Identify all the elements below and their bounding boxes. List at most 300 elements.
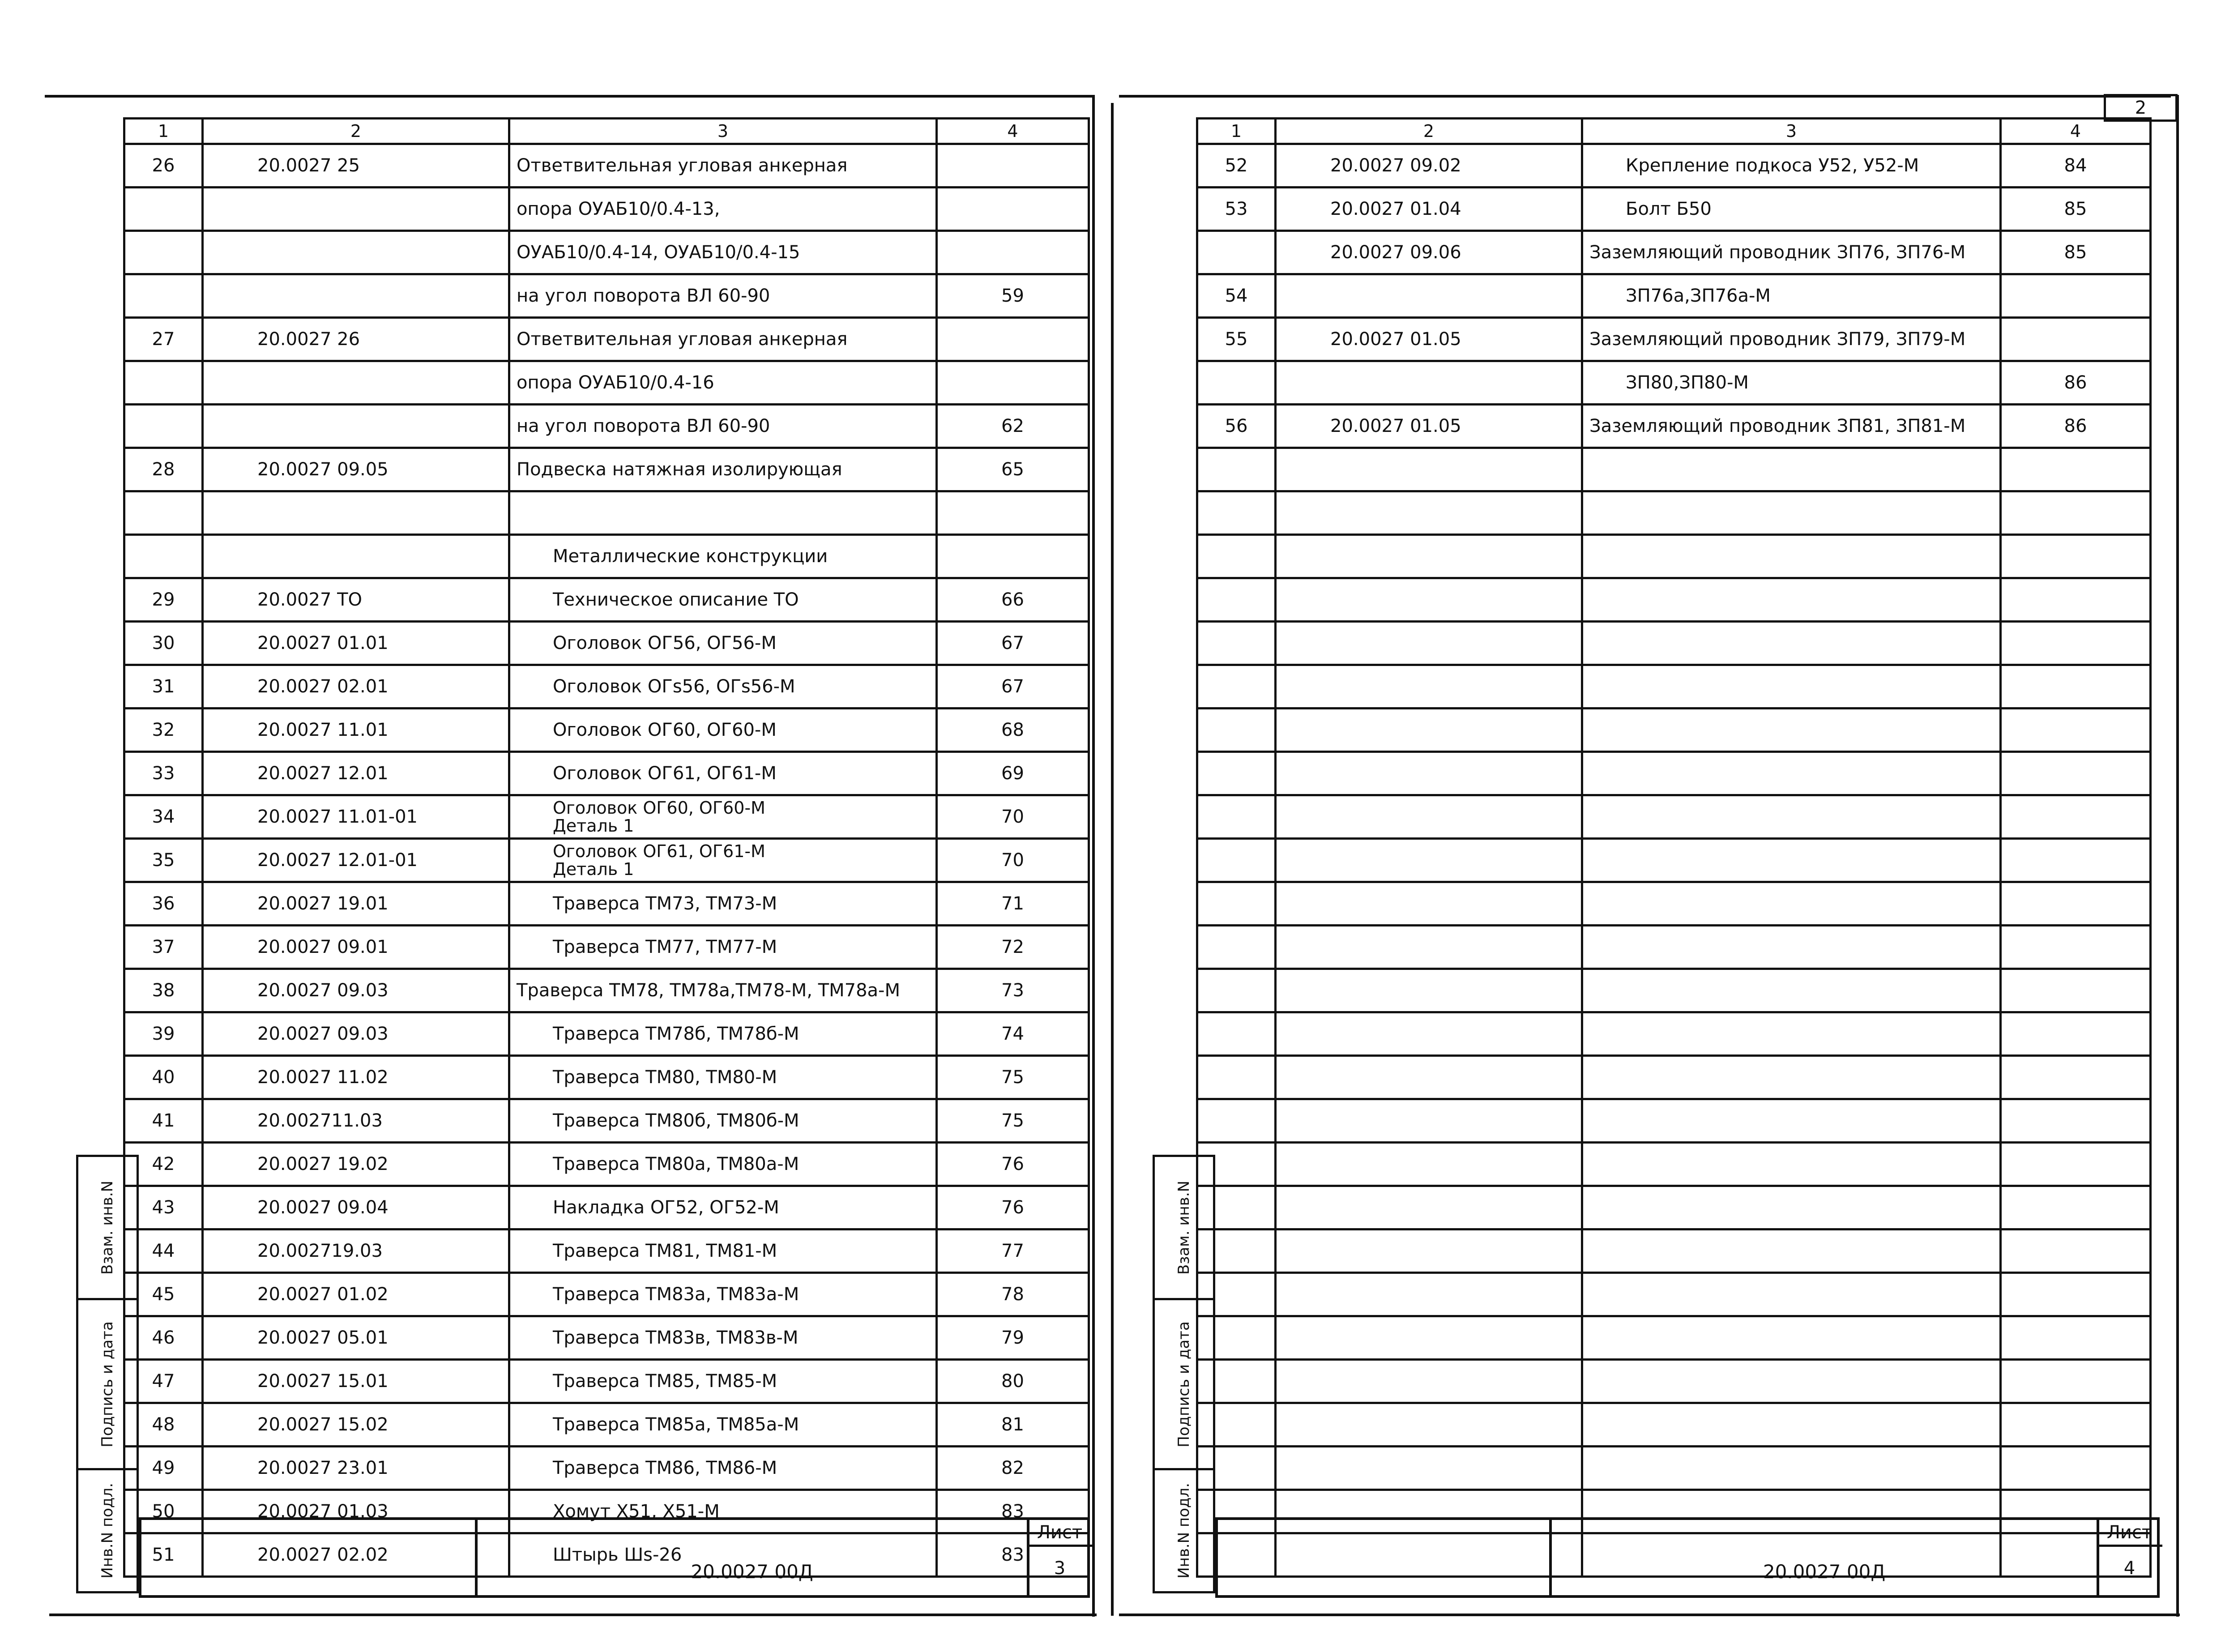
row-number: 54 [1197, 274, 1276, 318]
row-number: 52 [1197, 144, 1276, 188]
table-row [124, 1099, 1089, 1143]
empty-cell [2001, 926, 2151, 969]
doc-title [509, 448, 937, 491]
doc-title-line: Траверса ТМ85а, ТМ85а-М [553, 1414, 799, 1435]
doc-title [509, 709, 937, 752]
table-row [124, 1360, 1089, 1403]
doc-title-line: Траверса ТМ86, ТМ86-М [553, 1458, 777, 1478]
row-number: 56 [1197, 405, 1276, 448]
empty-cell [1582, 578, 2001, 622]
empty-cell [1276, 1403, 1582, 1447]
row-number: 43 [124, 1186, 203, 1229]
page-number: 81 [937, 1403, 1089, 1447]
empty-cell [2001, 709, 2151, 752]
row-number: 41 [124, 1099, 203, 1143]
empty-cell [1582, 839, 2001, 882]
doc-title-line: Траверса ТМ83а, ТМ83а-М [553, 1284, 799, 1305]
doc-code: 20.0027 09.02 [1276, 144, 1582, 188]
left-side-strip [76, 1155, 139, 1593]
empty-cell [2001, 1186, 2151, 1229]
left-title-block [139, 1517, 1090, 1598]
empty-cell [1582, 1316, 2001, 1360]
empty-cell [2001, 1012, 2151, 1056]
doc-code [203, 231, 509, 274]
doc-title [1582, 274, 2001, 318]
page-number: 59 [937, 274, 1089, 318]
page-number: 70 [937, 839, 1089, 882]
doc-title [509, 318, 937, 361]
empty-row [1197, 1229, 2151, 1273]
table-row [124, 665, 1089, 709]
empty-cell [1582, 709, 2001, 752]
left-top-edge [45, 95, 1092, 98]
empty-cell [1276, 839, 1582, 882]
doc-title-line: Заземляющий проводник ЗП81, ЗП81-М [1589, 416, 1966, 436]
column-header: 1 [1197, 119, 1276, 144]
empty-cell [2001, 1360, 2151, 1403]
page-number: 69 [937, 752, 1089, 795]
page-number: 70 [937, 795, 1089, 839]
empty-cell [1276, 795, 1582, 839]
row-number: 44 [124, 1229, 203, 1273]
doc-title [1582, 231, 2001, 274]
page-number: 71 [937, 882, 1089, 926]
table-row [1197, 318, 2151, 361]
empty-cell [1582, 1403, 2001, 1447]
empty-row [1197, 448, 2151, 491]
doc-title-line: Металлические конструкции [553, 546, 828, 567]
doc-title [509, 405, 937, 448]
table-row [124, 882, 1089, 926]
empty-cell [1197, 882, 1276, 926]
doc-code: 20.0027 19.02 [203, 1143, 509, 1186]
row-number: 30 [124, 622, 203, 665]
empty-row [1197, 1403, 2151, 1447]
empty-cell [2001, 795, 2151, 839]
empty-cell [1582, 448, 2001, 491]
left-doc-code: 20.0027 00Д [691, 1560, 813, 1583]
table-row [124, 188, 1089, 231]
table-row [124, 1316, 1089, 1360]
empty-cell [1276, 752, 1582, 795]
empty-cell [1582, 1012, 2001, 1056]
doc-code: 20.0027 01.01 [203, 622, 509, 665]
empty-cell [2001, 622, 2151, 665]
doc-title-line: Траверса ТМ81, ТМ81-М [553, 1241, 777, 1261]
row-number [124, 274, 203, 318]
empty-cell [2001, 1229, 2151, 1273]
doc-code: 20.0027 11.02 [203, 1056, 509, 1099]
empty-row [1197, 1056, 2151, 1099]
empty-cell [1582, 622, 2001, 665]
doc-title-line: ЗП76а,ЗП76а-М [1626, 286, 1771, 306]
doc-title-line: Штырь Шs-26 [553, 1545, 682, 1565]
row-number: 50 [124, 1490, 203, 1533]
row-number [124, 188, 203, 231]
doc-title-line: Заземляющий проводник ЗП76, ЗП76-М [1589, 242, 1966, 263]
doc-title [509, 1143, 937, 1186]
right-side-cell-inv: Инв.N подл. [1175, 1483, 1193, 1579]
empty-cell [1582, 752, 2001, 795]
page-number [2001, 274, 2151, 318]
doc-code: 20.0027 09.06 [1276, 231, 1582, 274]
empty-cell [1197, 969, 1276, 1012]
empty-row [1197, 665, 2151, 709]
doc-code: 20.0027 25 [203, 144, 509, 188]
page-number: 77 [937, 1229, 1089, 1273]
doc-title [509, 622, 937, 665]
empty-cell [1582, 969, 2001, 1012]
row-number: 26 [124, 144, 203, 188]
doc-title-line-2: Деталь 1 [553, 816, 634, 836]
empty-row [1197, 535, 2151, 578]
left-side-cell-inv: Инв.N подл. [98, 1483, 117, 1579]
page-number: 68 [937, 709, 1089, 752]
empty-cell [1197, 448, 1276, 491]
row-number: 48 [124, 1403, 203, 1447]
doc-title [509, 1360, 937, 1403]
right-edge [2176, 95, 2179, 1617]
page-number: 75 [937, 1099, 1089, 1143]
column-header: 1 [124, 119, 203, 144]
table-row [124, 839, 1089, 882]
doc-title-line: Траверса ТМ80б, ТМ80б-М [553, 1110, 799, 1131]
doc-code [203, 535, 509, 578]
doc-title [509, 274, 937, 318]
empty-cell [2001, 1273, 2151, 1316]
left-side-cell-replace: Взам. инв.N [78, 1157, 137, 1300]
doc-title-line: Ответвительная угловая анкерная [517, 155, 848, 176]
empty-cell [1276, 491, 1582, 535]
empty-cell [1276, 1012, 1582, 1056]
empty-cell [1582, 1229, 2001, 1273]
row-number: 49 [124, 1447, 203, 1490]
page-number: 75 [937, 1056, 1089, 1099]
doc-title [509, 1099, 937, 1143]
row-number: 46 [124, 1316, 203, 1360]
row-number: 34 [124, 795, 203, 839]
doc-title-line: Оголовок ОГ56, ОГ56-М [553, 633, 777, 653]
doc-title-line: Техническое описание ТО [553, 589, 799, 610]
page-number: 65 [937, 448, 1089, 491]
row-number: 35 [124, 839, 203, 882]
empty-row [1197, 1143, 2151, 1186]
page-number: 80 [937, 1360, 1089, 1403]
center-fold-line [1092, 95, 1095, 1617]
page-number: 83 [937, 1490, 1089, 1533]
doc-title-line: Траверса ТМ78б, ТМ78б-М [553, 1024, 799, 1044]
doc-title [509, 1273, 937, 1316]
right-side-strip [1153, 1155, 1215, 1593]
doc-title [509, 1316, 937, 1360]
page-number [937, 144, 1089, 188]
doc-title [1582, 405, 2001, 448]
right-corner-page: 2 [2104, 94, 2178, 122]
empty-cell [2001, 665, 2151, 709]
doc-code: 20.0027 09.01 [203, 926, 509, 969]
empty-cell [1197, 622, 1276, 665]
column-header: 2 [203, 119, 509, 144]
row-number [124, 535, 203, 578]
doc-code: 20.002711.03 [203, 1099, 509, 1143]
table-row [124, 1056, 1089, 1099]
doc-code: 20.0027 23.01 [203, 1447, 509, 1490]
empty-cell [1276, 1056, 1582, 1099]
empty-row [1197, 839, 2151, 882]
table-row [124, 144, 1089, 188]
doc-code: 20.0027 26 [203, 318, 509, 361]
center-fold-line-2 [1111, 103, 1114, 1616]
empty-cell [1197, 1056, 1276, 1099]
table-row [1197, 405, 2151, 448]
doc-code: 20.0027 09.05 [203, 448, 509, 491]
doc-title [509, 491, 937, 535]
table-row [124, 231, 1089, 274]
page-number: 84 [2001, 144, 2151, 188]
doc-code [203, 188, 509, 231]
doc-title [509, 535, 937, 578]
column-header: 4 [2001, 119, 2151, 144]
empty-cell [1197, 491, 1276, 535]
table-row [124, 318, 1089, 361]
left-side-cell-sign: Подпись и дата [78, 1300, 137, 1470]
page-number: 85 [2001, 188, 2151, 231]
empty-row [1197, 578, 2151, 622]
page-number: 85 [2001, 231, 2151, 274]
empty-cell [1582, 535, 2001, 578]
empty-cell [1197, 709, 1276, 752]
empty-row [1197, 1012, 2151, 1056]
empty-cell [1276, 1447, 1582, 1490]
table-row [124, 361, 1089, 405]
empty-row [1197, 622, 2151, 665]
page-number [937, 491, 1089, 535]
doc-title-line: Болт Б50 [1626, 199, 1712, 219]
doc-title [509, 361, 937, 405]
column-header: 3 [509, 119, 937, 144]
doc-title-line: Оголовок ОГ60, ОГ60-М [553, 798, 765, 818]
empty-cell [1276, 1143, 1582, 1186]
empty-cell [1582, 926, 2001, 969]
row-number: 29 [124, 578, 203, 622]
row-number: 40 [124, 1056, 203, 1099]
row-number: 33 [124, 752, 203, 795]
page-number: 74 [937, 1012, 1089, 1056]
empty-cell [1197, 1012, 1276, 1056]
doc-title [1582, 318, 2001, 361]
page-number: 76 [937, 1186, 1089, 1229]
empty-cell [1276, 926, 1582, 969]
table-row [124, 926, 1089, 969]
empty-row [1197, 795, 2151, 839]
row-number: 28 [124, 448, 203, 491]
empty-row [1197, 752, 2151, 795]
empty-cell [1582, 1186, 2001, 1229]
table-row [124, 1447, 1089, 1490]
right-side-cell-replace: Взам. инв.N [1155, 1157, 1213, 1300]
empty-row [1197, 709, 2151, 752]
empty-cell [2001, 448, 2151, 491]
page-number: 76 [937, 1143, 1089, 1186]
page-number: 83 [937, 1533, 1089, 1577]
doc-title [1582, 188, 2001, 231]
doc-code: 20.0027 02.01 [203, 665, 509, 709]
row-number: 42 [124, 1143, 203, 1186]
right-bottom-edge [1119, 1614, 2180, 1616]
doc-title-line: Ответвительная угловая анкерная [517, 329, 848, 350]
empty-cell [1582, 1360, 2001, 1403]
page-number: 67 [937, 622, 1089, 665]
doc-code: 20.0027 ТО [203, 578, 509, 622]
doc-title [509, 795, 937, 839]
right-top-edge [1119, 95, 2171, 98]
empty-row [1197, 1099, 2151, 1143]
doc-code: 20.0027 15.01 [203, 1360, 509, 1403]
doc-code [203, 491, 509, 535]
empty-cell [1582, 665, 2001, 709]
doc-title-line: опора ОУАБ10/0.4-16 [517, 372, 714, 393]
left-sheet-number: 3 [1054, 1558, 1066, 1579]
doc-title-line: Подвеска натяжная изолирующая [517, 459, 842, 480]
doc-title-line: опора ОУАБ10/0.4-13, [517, 199, 720, 219]
table-row [1197, 274, 2151, 318]
doc-code: 20.0027 19.01 [203, 882, 509, 926]
doc-title-line: ОУАБ10/0.4-14, ОУАБ10/0.4-15 [517, 242, 800, 263]
table-row [124, 1186, 1089, 1229]
empty-row [1197, 1447, 2151, 1490]
empty-cell [1197, 1099, 1276, 1143]
empty-cell [2001, 1316, 2151, 1360]
doc-title [509, 665, 937, 709]
doc-title [509, 144, 937, 188]
row-number: 27 [124, 318, 203, 361]
page-number: 66 [937, 578, 1089, 622]
doc-code: 20.0027 09.03 [203, 969, 509, 1012]
row-number: 38 [124, 969, 203, 1012]
doc-title [509, 1056, 937, 1099]
row-number: 45 [124, 1273, 203, 1316]
doc-title-line: Траверса ТМ77, ТМ77-М [553, 937, 777, 957]
doc-title [509, 578, 937, 622]
doc-title-line: на угол поворота ВЛ 60-90 [517, 286, 770, 306]
doc-code [203, 361, 509, 405]
page-number [937, 231, 1089, 274]
empty-row [1197, 926, 2151, 969]
row-number: 55 [1197, 318, 1276, 361]
page-number: 67 [937, 665, 1089, 709]
empty-cell [1276, 578, 1582, 622]
doc-title-line: ЗП80,ЗП80-М [1626, 372, 1749, 393]
empty-cell [1197, 578, 1276, 622]
table-row [124, 405, 1089, 448]
right-spec-table [1196, 117, 2152, 1578]
doc-code: 20.0027 05.01 [203, 1316, 509, 1360]
empty-cell [1276, 1360, 1582, 1403]
column-header: 4 [937, 119, 1089, 144]
table-row [124, 622, 1089, 665]
empty-cell [1197, 535, 1276, 578]
table-row [124, 709, 1089, 752]
row-number: 53 [1197, 188, 1276, 231]
empty-cell [1276, 1099, 1582, 1143]
empty-cell [1276, 709, 1582, 752]
empty-cell [1276, 882, 1582, 926]
empty-row [1197, 1186, 2151, 1229]
empty-cell [2001, 752, 2151, 795]
left-spec-table [123, 117, 1090, 1578]
empty-cell [1582, 1447, 2001, 1490]
empty-cell [1276, 1229, 1582, 1273]
doc-code: 20.002719.03 [203, 1229, 509, 1273]
doc-title [509, 1186, 937, 1229]
page-number [937, 535, 1089, 578]
left-bottom-edge [49, 1614, 1097, 1616]
empty-cell [1197, 665, 1276, 709]
row-number: 36 [124, 882, 203, 926]
empty-cell [1197, 752, 1276, 795]
table-row [124, 1143, 1089, 1186]
right-title-block [1215, 1517, 2160, 1598]
table-row [124, 969, 1089, 1012]
doc-code [1276, 274, 1582, 318]
table-row [1197, 361, 2151, 405]
table-row [1197, 231, 2151, 274]
empty-cell [1276, 448, 1582, 491]
right-doc-code: 20.0027 00Д [1763, 1560, 1886, 1583]
doc-title [509, 1403, 937, 1447]
page-number: 86 [2001, 405, 2151, 448]
table-row [1197, 188, 2151, 231]
doc-title [509, 1447, 937, 1490]
empty-cell [1582, 1056, 2001, 1099]
table-row [124, 1403, 1089, 1447]
page-number: 72 [937, 926, 1089, 969]
row-number [124, 491, 203, 535]
empty-cell [2001, 1447, 2151, 1490]
doc-code: 20.0027 01.05 [1276, 318, 1582, 361]
doc-title [509, 882, 937, 926]
empty-cell [1582, 1143, 2001, 1186]
doc-title-line: Крепление подкоса У52, У52-М [1626, 155, 1919, 176]
page-number [2001, 318, 2151, 361]
doc-title [509, 1229, 937, 1273]
right-side-cell-sign: Подпись и дата [1155, 1300, 1213, 1470]
empty-cell [2001, 578, 2151, 622]
table-row [124, 535, 1089, 578]
empty-row [1197, 1360, 2151, 1403]
doc-title [509, 752, 937, 795]
page-number: 73 [937, 969, 1089, 1012]
row-number: 32 [124, 709, 203, 752]
empty-cell [2001, 1099, 2151, 1143]
empty-cell [2001, 969, 2151, 1012]
doc-title-line: Оголовок ОГ60, ОГ60-М [553, 720, 777, 740]
row-number [1197, 231, 1276, 274]
doc-title-line: Хомут Х51, Х51-М [553, 1501, 720, 1522]
empty-cell [2001, 535, 2151, 578]
column-header: 2 [1276, 119, 1582, 144]
right-sheet-label: Лист [2106, 1522, 2153, 1543]
row-number: 37 [124, 926, 203, 969]
empty-cell [2001, 1143, 2151, 1186]
table-row [124, 274, 1089, 318]
doc-code: 20.0027 09.03 [203, 1012, 509, 1056]
doc-code: 20.0027 01.03 [203, 1490, 509, 1533]
empty-cell [1276, 1186, 1582, 1229]
doc-code [203, 274, 509, 318]
table-row [1197, 144, 2151, 188]
table-row [124, 752, 1089, 795]
